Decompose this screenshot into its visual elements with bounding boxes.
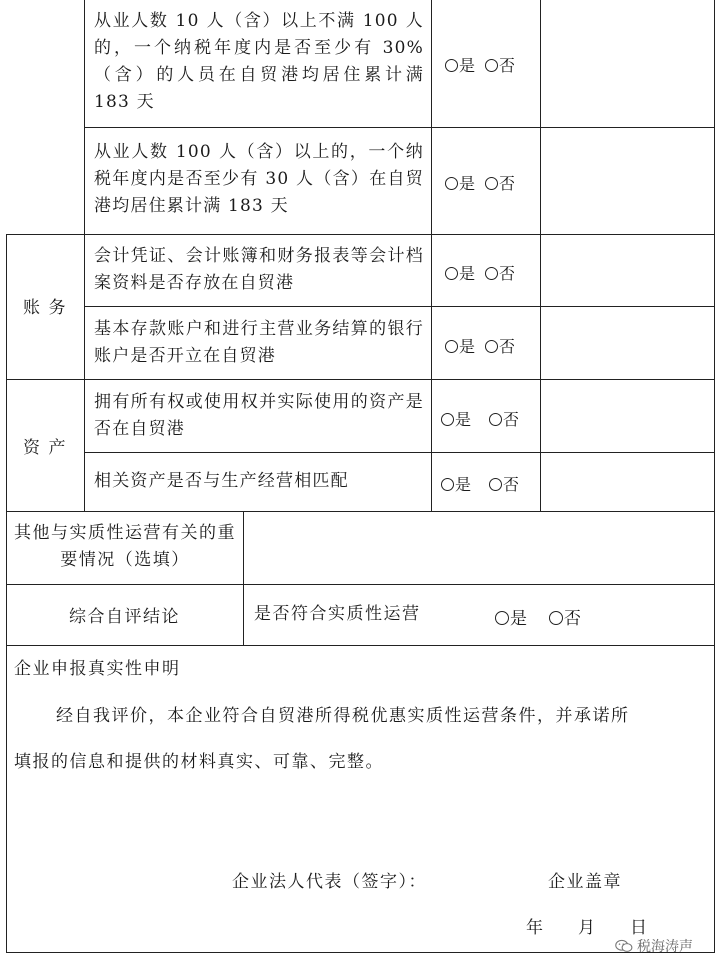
yes-no-radio[interactable] (441, 407, 519, 430)
radio-yes-label: 是 (455, 475, 472, 494)
divider (431, 0, 432, 512)
legal-rep-signature-label: 企业法人代表（签字）： (232, 872, 427, 892)
company-seal-label: 企业盖章 (548, 872, 622, 892)
radio-no-label: 否 (564, 609, 581, 629)
radio-yes-label: 是 (510, 609, 527, 629)
border-left (6, 234, 7, 953)
other-input[interactable] (250, 518, 705, 578)
divider (84, 306, 715, 307)
wechat-icon (615, 939, 633, 953)
divider (6, 379, 715, 380)
date-year-label: 年 (526, 918, 545, 938)
radio-yes-label: 是 (455, 410, 472, 429)
date-month-label: 月 (578, 918, 597, 938)
radio-yes-label: 是 (459, 56, 476, 75)
divider (84, 0, 85, 512)
radio-no-label: 否 (499, 174, 516, 193)
radio-yes[interactable] (441, 413, 454, 426)
divider (6, 234, 715, 235)
radio-yes[interactable] (441, 478, 454, 491)
declaration-body-line2: 填报的信息和提供的材料真实、可靠、完整。 (14, 752, 384, 772)
divider (540, 0, 541, 512)
group-label-accounts: 账 务 (23, 298, 67, 318)
other-label: 其他与实质性运营有关的重要情况（选填） (14, 523, 236, 570)
divider (6, 952, 715, 953)
radio-yes-label: 是 (459, 264, 476, 283)
declaration-title: 企业申报真实性申明 (14, 659, 181, 679)
radio-yes[interactable] (445, 59, 458, 72)
divider (84, 127, 715, 128)
divider (6, 645, 715, 646)
declaration-body-line1: 经自我评价，本企业符合自贸港所得税优惠实质性运营条件，并承诺所 (56, 706, 630, 726)
conclusion-label: 综合自评结论 (69, 607, 180, 627)
conclusion-question: 是否符合实质性运营 (254, 604, 421, 624)
radio-no-label: 否 (503, 410, 520, 429)
radio-no[interactable] (485, 340, 498, 353)
radio-no-label: 否 (499, 264, 516, 283)
radio-no[interactable] (489, 478, 502, 491)
conclusion-radio[interactable] (495, 604, 581, 629)
watermark-text: 税海涛声 (637, 939, 693, 955)
divider (243, 511, 244, 645)
radio-no[interactable] (485, 177, 498, 190)
criteria-text: 从业人数 10 人（含）以上不满 100 人的，一个纳税年度内是否至少有 30%（含）的人员在自贸港均居住累计满 183 天 (94, 11, 424, 112)
radio-no-label: 否 (499, 56, 516, 75)
watermark (615, 936, 693, 956)
radio-no[interactable] (489, 413, 502, 426)
criteria-text: 相关资产是否与生产经营相匹配 (94, 471, 349, 491)
radio-yes[interactable] (445, 340, 458, 353)
yes-no-radio[interactable] (445, 261, 515, 284)
radio-yes-label: 是 (459, 174, 476, 193)
yes-no-radio[interactable] (441, 472, 519, 495)
criteria-text: 拥有所有权或使用权并实际使用的资产是否在自贸港 (94, 392, 424, 439)
radio-no-label: 否 (499, 337, 516, 356)
radio-no[interactable] (549, 611, 563, 625)
radio-no[interactable] (485, 59, 498, 72)
radio-no-label: 否 (503, 475, 520, 494)
radio-no[interactable] (485, 267, 498, 280)
yes-no-radio[interactable] (445, 334, 515, 357)
date-day-label: 日 (630, 918, 649, 938)
divider (84, 452, 715, 453)
radio-yes[interactable] (445, 267, 458, 280)
criteria-text: 基本存款账户和进行主营业务结算的银行账户是否开立在自贸港 (94, 319, 424, 366)
divider (6, 511, 715, 512)
radio-yes[interactable] (445, 177, 458, 190)
group-label-assets: 资 产 (23, 438, 67, 458)
radio-yes[interactable] (495, 611, 509, 625)
yes-no-radio[interactable] (445, 53, 515, 76)
criteria-text: 从业人数 100 人（含）以上的，一个纳税年度内是否至少有 30 人（含）在自贸港均居住累计满 183 天 (94, 142, 424, 216)
criteria-text: 会计凭证、会计账簿和财务报表等会计档案资料是否存放在自贸港 (94, 246, 424, 293)
divider (6, 584, 715, 585)
yes-no-radio[interactable] (445, 171, 515, 194)
radio-yes-label: 是 (459, 337, 476, 356)
